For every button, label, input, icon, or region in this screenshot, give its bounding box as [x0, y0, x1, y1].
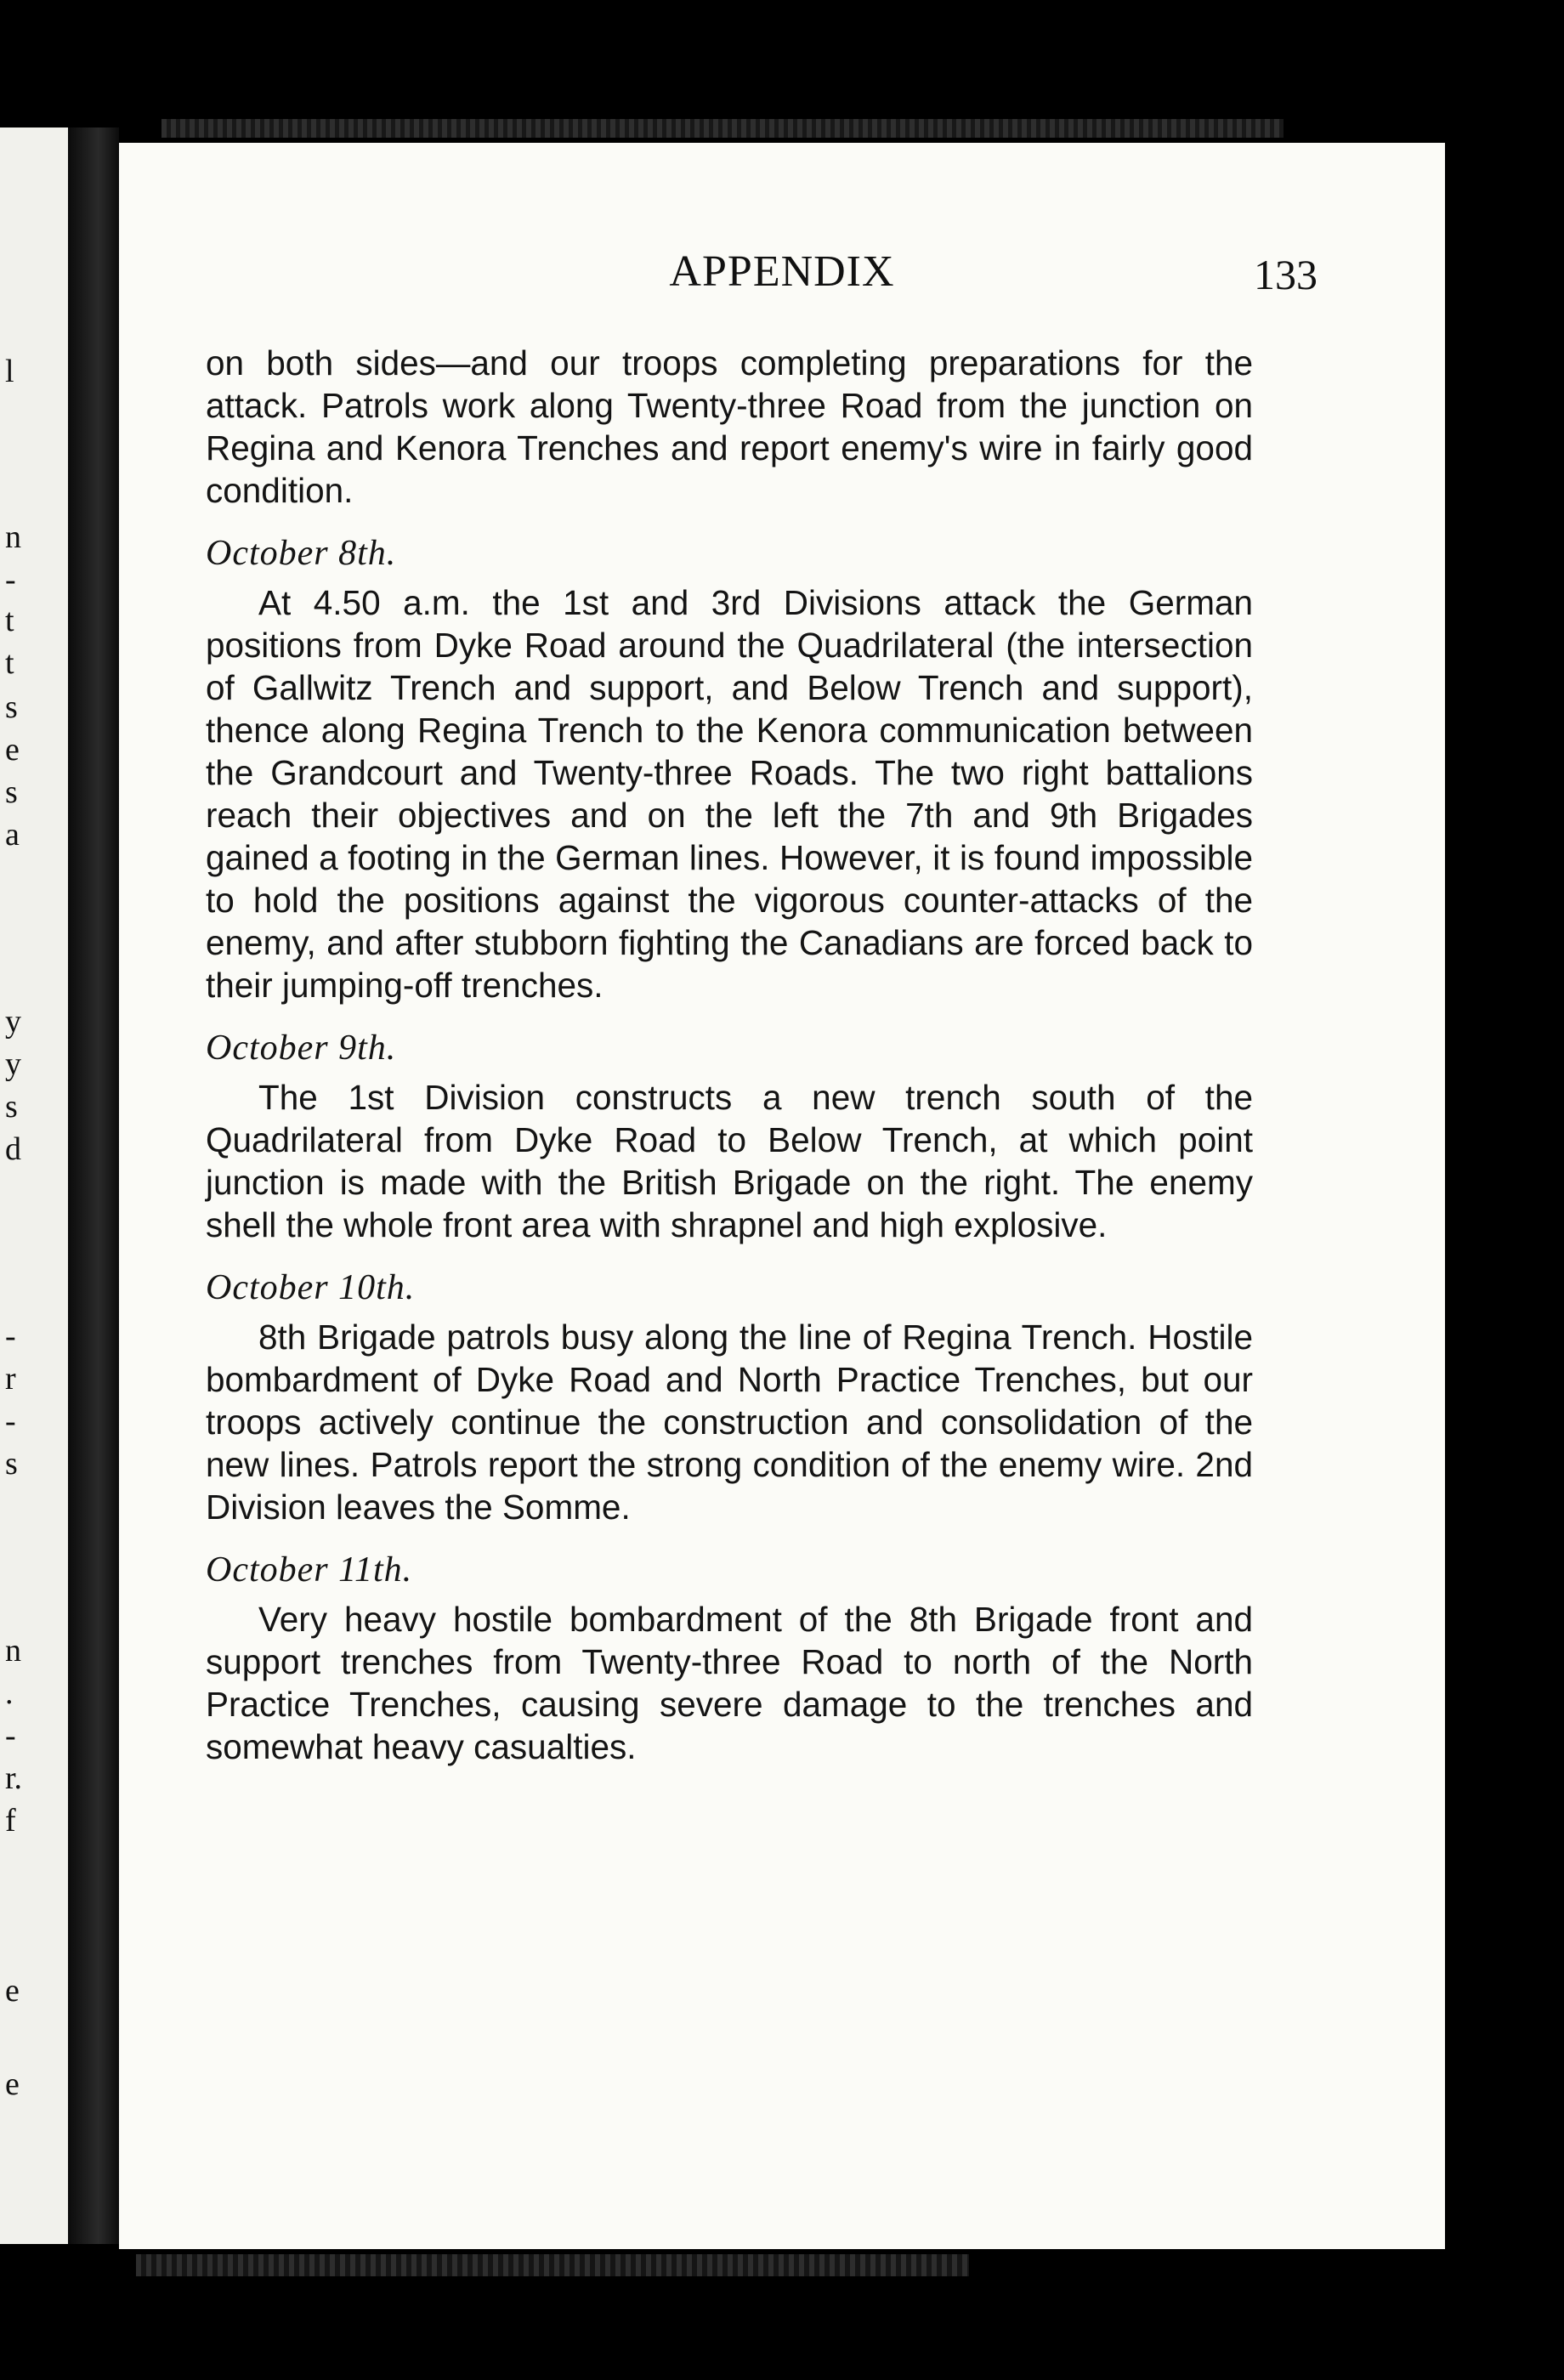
entry-date-heading: October 8th. [206, 534, 397, 573]
prev-page-char: e [5, 732, 20, 768]
prev-page-char: r [5, 1361, 16, 1397]
page-number: 133 [1254, 251, 1318, 298]
opening-paragraph: on both sides—and our troops completing preparations for the attack. Patrols work along Twenty-three Road from the junction on Regina and Kenora Trenches and report enemy's wire in fairly good condition. [206, 343, 1253, 510]
prev-page-char: - [5, 562, 16, 598]
prev-page-char: s [5, 1089, 18, 1125]
book-spine-shadow [68, 128, 119, 2244]
prev-page-char: e [5, 1973, 20, 2009]
prev-page-char: s [5, 689, 18, 725]
prev-page-char: t [5, 603, 14, 638]
page-header [119, 246, 1445, 314]
entry-date-heading: October 11th. [206, 1550, 413, 1590]
body-text [206, 342, 1253, 1768]
prev-page-char: e [5, 2066, 20, 2102]
prev-page-char: - [5, 1318, 16, 1354]
prev-page-char: r. [5, 1760, 23, 1796]
prev-page-char: d [5, 1131, 21, 1167]
prev-page-char: l [5, 354, 14, 389]
entry-date-heading: October 10th. [206, 1268, 416, 1307]
entry-paragraph: At 4.50 a.m. the 1st and 3rd Divisions attack the German positions from Dyke Road around the Quadrilateral (the intersection of Gallwitz Trench and support, and Below Trench and support), thence along Regina Trench to the Kenora communication between the Grandcourt and Twenty-three Roads. The two right battalions reach their objectives and on the left the 7th and 9th Brigades gained a footing in the German lines. However, it is found impossible to hold the positions against the vigorous counter-attacks of the enemy, and after stubborn fighting the Canadians are forced back to their jumping-off trenches. [206, 583, 1253, 1005]
prev-page-char: - [5, 1718, 16, 1754]
prev-page-char: s [5, 1446, 18, 1482]
prev-page-char: a [5, 817, 20, 853]
entry-date-heading: October 9th. [206, 1028, 397, 1068]
entry-paragraph: The 1st Division constructs a new trench south of the Quadrilateral from Dyke Road to Below Trench, at which point junction is made with the British Brigade on the right. The enemy shell the whole front area with shrapnel and high explosive. [206, 1078, 1253, 1244]
prev-page-char: s [5, 774, 18, 810]
prev-page-char: n [5, 1633, 21, 1669]
prev-page-char: y [5, 1046, 21, 1082]
prev-page-char: n [5, 519, 21, 555]
previous-page-edge [0, 128, 68, 2244]
page-edge-bottom [136, 2254, 969, 2276]
prev-page-char: - [5, 1403, 16, 1439]
prev-page-char: t [5, 645, 14, 681]
prev-page-char: . [5, 1675, 14, 1711]
entry-paragraph: 8th Brigade patrols busy along the line of Regina Trench. Hostile bombardment of Dyke Road and North Practice Trenches, but our troops actively continue the construction and consolidation of the new lines. Patrols report the strong condition of the enemy wire. 2nd Division leaves the Somme. [206, 1318, 1253, 1527]
prev-page-char: y [5, 1004, 21, 1040]
running-head: APPENDIX [669, 247, 895, 296]
prev-page-char: f [5, 1803, 16, 1839]
entry-paragraph: Very heavy hostile bombardment of the 8th Brigade front and support trenches from Twenty-three Road to north of the North Practice Trenches, causing severe damage to the trenches and somewhat heavy casualties. [206, 1600, 1253, 1766]
page-edge-top [162, 119, 1284, 138]
